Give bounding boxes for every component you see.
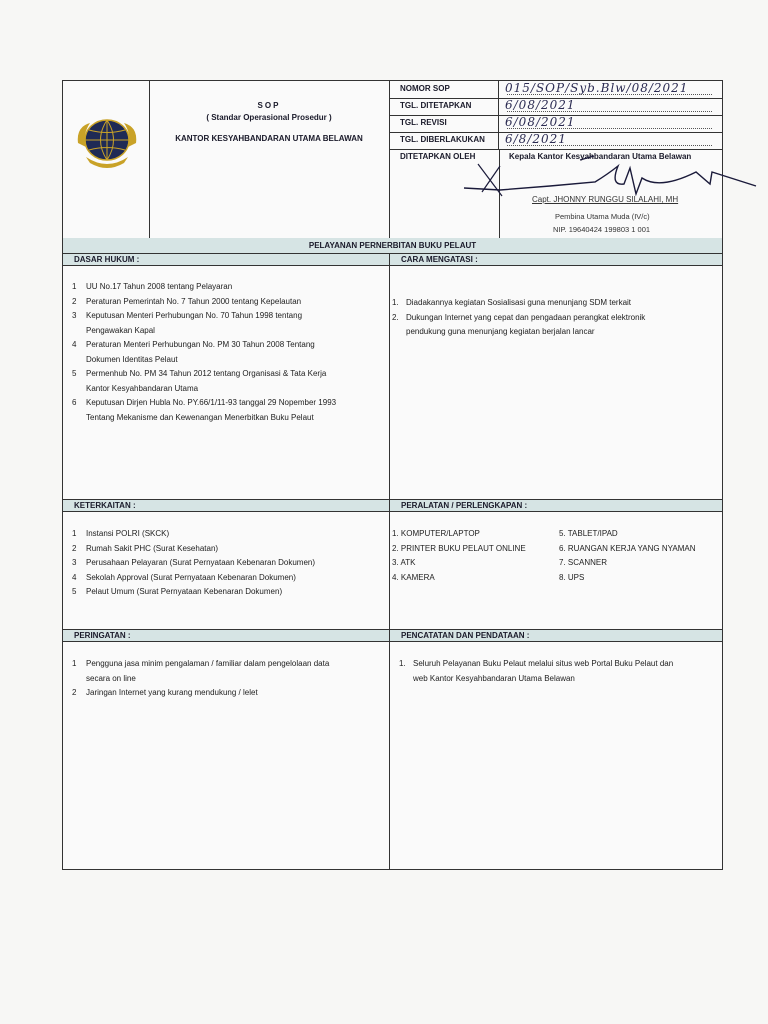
item-line: web Kantor Kesyahbandaran Utama Belawan — [413, 673, 575, 683]
meta-row-nomor — [389, 81, 722, 99]
meta-value-handwritten: 6/08/2021 — [505, 115, 576, 129]
item-number: 4 — [72, 340, 77, 349]
list-item — [72, 367, 382, 396]
list-item — [72, 571, 382, 586]
list-item — [392, 296, 717, 311]
list-item — [72, 556, 382, 571]
item-number: 1 — [72, 282, 77, 291]
list-item — [72, 686, 382, 701]
section-header-pencatatan: PENCATATAN DAN PENDATAAN : — [390, 629, 722, 642]
dasar-hukum-list — [72, 280, 382, 425]
item-line: Kantor Kesyahbandaran Utama — [86, 383, 199, 393]
peringatan-list — [72, 657, 382, 701]
column-divider — [389, 253, 390, 870]
item-number: 1. — [399, 659, 406, 668]
peralatan-list-left — [392, 527, 562, 585]
list-item — [72, 338, 382, 367]
sop-document — [62, 80, 723, 870]
list-item — [399, 657, 717, 686]
item-line: Instansi POLRI (SKCK) — [86, 529, 170, 538]
item-line: Pengguna jasa minim pengalaman / familiar dalam pengelolaan data — [86, 659, 330, 668]
item-line: Peraturan Pemerintah No. 7 Tahun 2000 tentang Kepelautan — [86, 296, 302, 306]
item-line: Dokumen Identitas Pelaut — [86, 354, 178, 364]
section-header-peringatan: PERINGATAN : — [63, 629, 389, 642]
list-item — [72, 585, 382, 600]
item-number: 5 — [72, 369, 77, 378]
equipment-item: 1. KOMPUTER/LAPTOP — [392, 529, 480, 538]
item-number: 3 — [72, 311, 77, 320]
keterkaitan-list — [72, 527, 382, 600]
item-line: Dukungan Internet yang cepat dan pengadaan perangkat elektronik — [406, 312, 646, 322]
item-line: secara on line — [86, 673, 136, 683]
item-line: UU No.17 Tahun 2008 tentang Pelayaran — [86, 282, 233, 291]
divider — [499, 149, 500, 238]
equipment-item: 6. RUANGAN KERJA YANG NYAMAN — [559, 543, 696, 553]
item-number: 3 — [72, 558, 77, 567]
item-number: 2 — [72, 543, 77, 553]
meta-label: TGL. DITETAPKAN — [389, 98, 499, 115]
meta-value-handwritten: 015/SOP/Syb.Blw/08/2021 — [505, 81, 689, 95]
dotted-line — [507, 94, 712, 95]
item-line: Permenhub No. PM 34 Tahun 2012 tentang Organisasi & Tata Kerja — [86, 369, 327, 378]
meta-cell — [389, 81, 722, 238]
item-number: 1. — [392, 298, 399, 307]
list-item — [392, 311, 717, 340]
equipment-item: 2. PRINTER BUKU PELAUT ONLINE — [392, 543, 526, 553]
item-number: 6 — [72, 398, 77, 407]
meta-value-handwritten: 6/08/2021 — [505, 98, 576, 112]
dotted-line — [507, 145, 712, 146]
logo-cell — [63, 81, 150, 238]
item-line: pendukung guna menunjang kegiatan berjalan lancar — [406, 327, 595, 336]
equipment-item: 7. SCANNER — [559, 558, 608, 567]
signer-name: Capt. JHONNY RUNGGU SILALAHI, MH — [532, 195, 679, 204]
item-line: Seluruh Pelayanan Buku Pelaut melalui situs web Portal Buku Pelaut dan — [413, 659, 674, 668]
equipment-item: 3. ATK — [392, 558, 416, 567]
sop-header — [63, 81, 722, 239]
item-line: Perusahaan Pelayaran (Surat Pernyataan Kebenaran Dokumen) — [86, 558, 316, 567]
item-number: 1 — [72, 529, 77, 538]
meta-row-revisi — [389, 115, 722, 133]
equipment-item: 4. KAMERA — [392, 572, 435, 582]
item-line: Rumah Sakit PHC (Surat Kesehatan) — [86, 543, 219, 553]
meta-row-diberlakukan — [389, 132, 722, 150]
dotted-line — [507, 111, 712, 112]
signer-nip: NIP. 19640424 199803 1 001 — [553, 225, 651, 234]
item-line: Peraturan Menteri Perhubungan No. PM 30 Tahun 2008 Tentang — [86, 340, 315, 349]
item-line: Keputusan Dirjen Hubla No. PY.66/1/11-93 tanggal 29 Nopember 1993 — [86, 398, 337, 407]
section-header-keterkaitan: KETERKAITAN : — [63, 499, 389, 512]
item-line: Keputusan Menteri Perhubungan No. 70 Tahun 1998 tentang — [86, 311, 303, 320]
item-number: 5 — [72, 587, 77, 596]
item-line: Diadakannya kegiatan Sosialisasi guna menunjang SDM terkait — [406, 298, 632, 307]
item-number: 2 — [72, 296, 77, 306]
item-line: Jaringan Internet yang kurang mendukung / lelet — [86, 688, 258, 697]
cara-mengatasi-list — [392, 296, 717, 340]
peralatan-list-right — [559, 527, 719, 585]
section-header-dasar-hukum: DASAR HUKUM : — [63, 253, 389, 266]
sop-title: SOP — [257, 101, 281, 110]
list-item — [72, 542, 382, 557]
item-line: Tentang Mekanisme dan Kewenangan Menerbitkan Buku Pelaut — [86, 412, 314, 422]
list-item — [72, 280, 382, 295]
sop-subtitle: ( Standar Operasional Prosedur ) — [206, 113, 332, 122]
ministry-logo-icon — [72, 113, 142, 171]
meta-row-ditetapkan — [389, 98, 722, 116]
pencatatan-list — [399, 657, 717, 686]
set-by-label: DITETAPKAN OLEH — [400, 152, 476, 161]
meta-label: TGL. DIBERLAKUKAN — [389, 132, 499, 149]
meta-label: NOMOR SOP — [389, 81, 499, 98]
list-item — [72, 396, 382, 425]
title-cell — [149, 81, 390, 238]
list-item — [72, 309, 382, 338]
service-title: PELAYANAN PERNERBITAN BUKU PELAUT — [63, 238, 722, 254]
item-number: 2 — [72, 688, 77, 697]
set-by-title: Kepala Kantor Kesyahbandaran Utama Belawan — [509, 152, 692, 161]
item-line: Pelaut Umum (Surat Pernyataan Kebenaran Dokumen) — [86, 587, 283, 596]
item-line: Pengawakan Kapal — [86, 325, 155, 335]
list-item — [72, 527, 382, 542]
signer-rank: Pembina Utama Muda (IV/c) — [555, 212, 650, 221]
list-item — [72, 295, 382, 310]
item-number: 1 — [72, 659, 77, 668]
item-number: 4 — [72, 572, 77, 582]
section-header-cara-mengatasi: CARA MENGATASI : — [390, 253, 722, 266]
item-line: Sekolah Approval (Surat Pernyataan Kebenaran Dokumen) — [86, 572, 296, 582]
section-header-peralatan: PERALATAN / PERLENGKAPAN : — [390, 499, 722, 512]
item-number: 2. — [392, 312, 399, 322]
equipment-item: 5. TABLET/IPAD — [559, 529, 618, 538]
meta-label: TGL. REVISI — [389, 115, 499, 132]
office-name: KANTOR KESYAHBANDARAN UTAMA BELAWAN — [175, 134, 363, 143]
equipment-item: 8. UPS — [559, 572, 585, 582]
list-item — [72, 657, 382, 686]
dotted-line — [507, 128, 712, 129]
meta-value-handwritten: 6/8/2021 — [505, 132, 567, 146]
